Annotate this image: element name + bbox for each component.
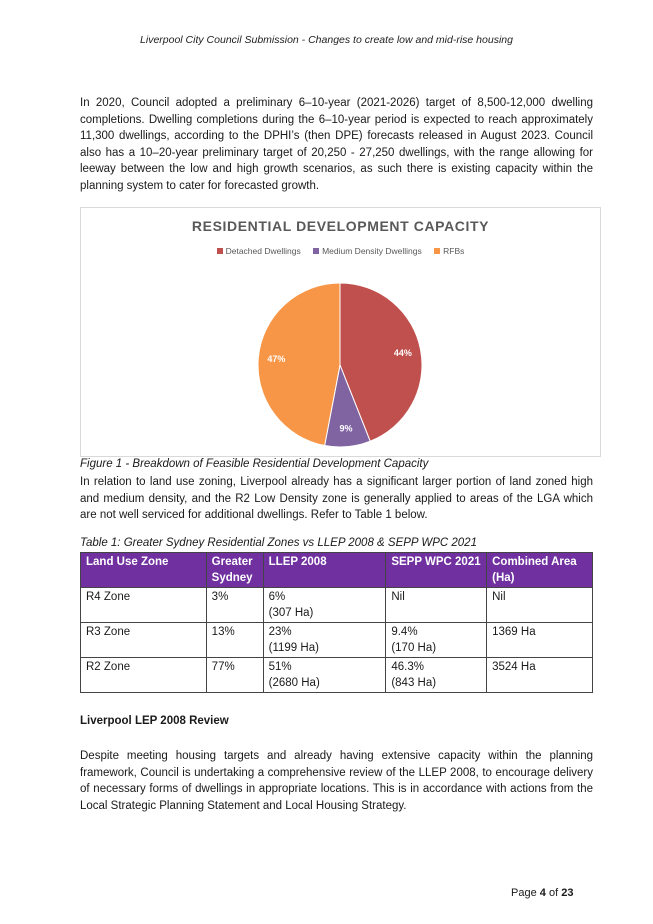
- llep-ha: (1199 Ha): [268, 642, 319, 654]
- sepp-cell: [386, 658, 487, 693]
- residential-capacity-chart: [80, 207, 601, 457]
- sepp-cell: [386, 588, 487, 623]
- sepp-pct: Nil: [391, 591, 405, 603]
- footer-current-page: 4: [539, 887, 546, 899]
- table-caption: Table 1: Greater Sydney Residential Zones vs LLEP 2008 & SEPP WPC 2021: [80, 537, 477, 549]
- page-header: Liverpool City Council Submission - Changes to create low and mid-rise housing: [140, 34, 513, 46]
- pie-data-label: 47%: [267, 353, 286, 364]
- footer-page-word: Page: [511, 887, 537, 899]
- llep-pct: 23%: [268, 626, 292, 638]
- llep-cell: [263, 658, 386, 693]
- footer-of-word: of: [548, 887, 559, 899]
- llep-pct: 6%: [268, 591, 286, 603]
- col-header-combined-area: Combined Area (Ha): [487, 553, 593, 588]
- sepp-cell: [386, 623, 487, 658]
- combined-cell: 3524 Ha: [487, 658, 593, 693]
- llep-cell: [263, 623, 386, 658]
- legend-label: Detached Dwellings: [225, 246, 301, 256]
- legend-label: RFBs: [443, 246, 465, 256]
- col-header-greater-sydney: Greater Sydney: [206, 553, 263, 588]
- section-heading: Liverpool LEP 2008 Review: [80, 715, 229, 727]
- zone-cell: R2 Zone: [81, 658, 207, 693]
- llep-cell: [263, 588, 386, 623]
- sepp-ha: (843 Ha): [391, 677, 437, 689]
- combined-cell: Nil: [487, 588, 593, 623]
- sepp-pct: 9.4%: [391, 626, 418, 638]
- legend-label: Medium Density Dwellings: [322, 246, 422, 256]
- combined-cell: 1369 Ha: [487, 623, 593, 658]
- footer-total-pages: 23: [561, 887, 574, 899]
- pie-chart: [81, 208, 600, 456]
- pie-slice-rfbs: [258, 283, 340, 446]
- sepp-ha: (170 Ha): [391, 642, 437, 654]
- table-header-row: [81, 553, 593, 588]
- pie-data-label: 44%: [393, 348, 412, 359]
- table-row: [81, 588, 593, 623]
- page-footer: [511, 887, 573, 899]
- zones-table: [80, 552, 593, 693]
- col-header-sepp-wpc-2021: SEPP WPC 2021: [386, 553, 487, 588]
- zoning-paragraph: In relation to land use zoning, Liverpool already has a significant larger portion of land zoned high and medium density, and the R2 Low Density zone is generally applied to areas of the LGA which are not well serviced for additional dwellings. Refer to Table 1 below.: [80, 476, 593, 521]
- col-header-llep-2008: LLEP 2008: [263, 553, 386, 588]
- zone-cell: R3 Zone: [81, 623, 207, 658]
- greater-sydney-cell: 13%: [206, 623, 263, 658]
- figure-caption: Figure 1 - Breakdown of Feasible Residential Development Capacity: [80, 458, 429, 470]
- greater-sydney-cell: 77%: [206, 658, 263, 693]
- greater-sydney-cell: 3%: [206, 588, 263, 623]
- pie-data-label: 9%: [339, 423, 353, 434]
- review-paragraph: Despite meeting housing targets and already having extensive capacity within the planning framework, Council is undertaking a comprehensive review of the LLEP 2008, to encourage delivery of necessary forms of dwellings in appropriate locations. This is in accordance with actions from the Local Strategic Planning Statement and Local Housing Strategy.: [80, 750, 593, 812]
- llep-ha: (2680 Ha): [268, 677, 320, 689]
- col-header-land-use-zone: Land Use Zone: [81, 553, 207, 588]
- sepp-pct: 46.3%: [391, 661, 424, 673]
- intro-paragraph: In 2020, Council adopted a preliminary 6–10-year (2021-2026) target of 8,500-12,000 dwelling completions. Dwelling completions during the 6–10-year period is expected to reach approximately 11,300 dwellings, according to the DPHI’s (then DPE) forecasts released in August 2023. Council also has a 10–20-year preliminary target of 20,250 - 27,250 dwellings, with the range allowing for leeway between the low and high growth scenarios, as such there is existing capacity within the planning system to cater for forecasted growth.: [80, 97, 593, 192]
- chart-title: RESIDENTIAL DEVELOPMENT CAPACITY: [191, 218, 490, 234]
- llep-pct: 51%: [268, 661, 292, 673]
- table-row: [81, 623, 593, 658]
- llep-ha: (307 Ha): [268, 607, 314, 619]
- zone-cell: R4 Zone: [81, 588, 207, 623]
- table-row: [81, 658, 593, 693]
